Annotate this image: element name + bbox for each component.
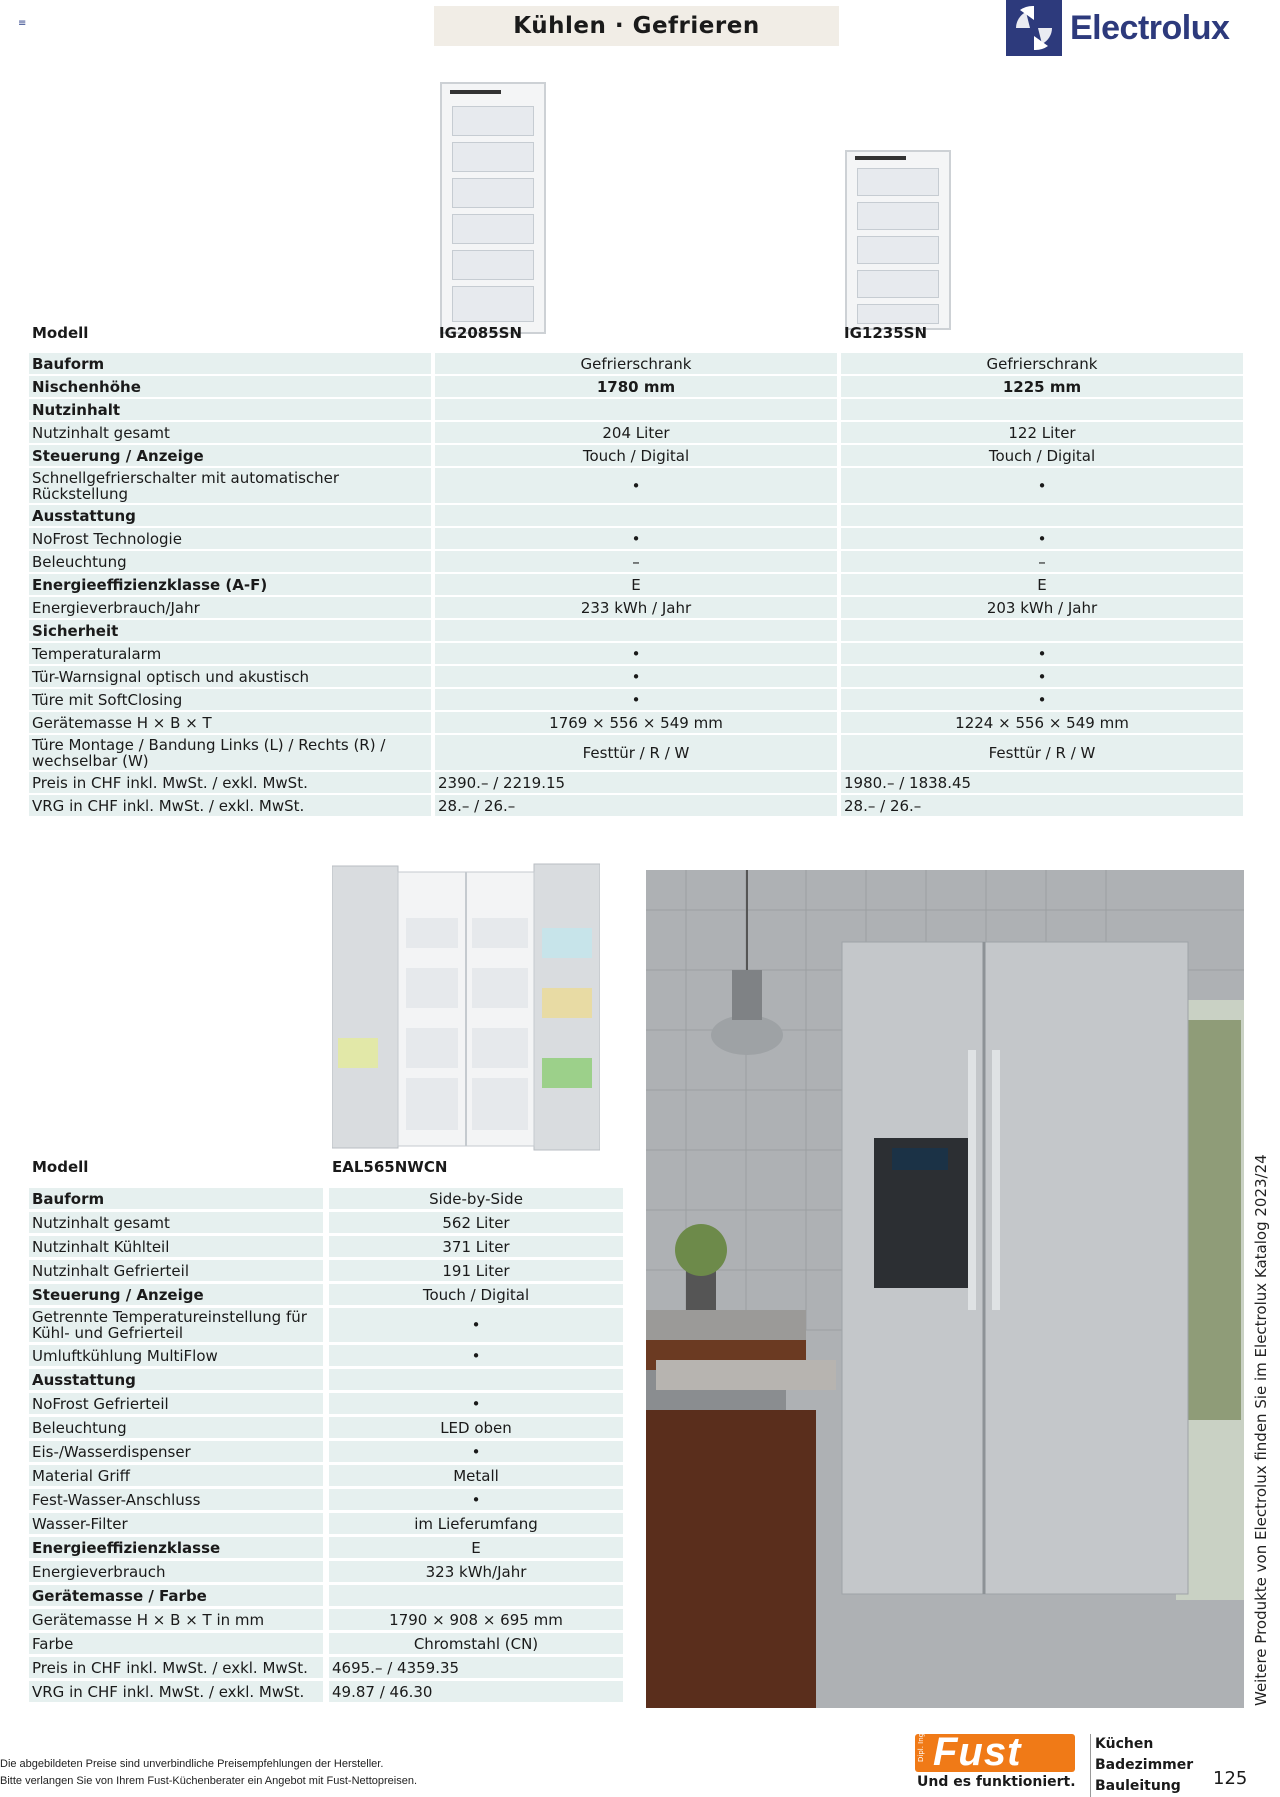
table1-row-value-ig1235sn: 122 Liter <box>841 422 1243 443</box>
table1-row <box>29 689 1243 710</box>
table2-row-label: Beleuchtung <box>29 1417 323 1438</box>
table2-row-label: Material Griff <box>29 1465 323 1486</box>
table1-row <box>29 574 1243 595</box>
table1-row-value-ig2085sn <box>435 399 837 420</box>
page-number: 125 <box>1213 1768 1248 1789</box>
table1-row-value-ig1235sn <box>841 620 1243 641</box>
table2-row-value: • <box>329 1308 623 1342</box>
table1-row-value-ig1235sn: • <box>841 643 1243 664</box>
table1-row-value-ig2085sn: • <box>435 643 837 664</box>
table1-row-label: Türe mit SoftClosing <box>29 689 431 710</box>
table2-row <box>29 1489 623 1510</box>
table1-row-label: Beleuchtung <box>29 551 431 572</box>
fust-logo-text: Fust <box>933 1730 1022 1774</box>
table1-row <box>29 376 1243 397</box>
table2-row <box>29 1465 623 1486</box>
table1-row-value-ig1235sn: • <box>841 666 1243 687</box>
table1-row-value-ig2085sn: Gefrierschrank <box>435 353 837 374</box>
table1-row-value-ig2085sn: • <box>435 468 837 503</box>
table2-row-value: 1790 × 908 × 695 mm <box>329 1609 623 1630</box>
table1-row-label: Tür-Warnsignal optisch und akustisch <box>29 666 431 687</box>
page-title: Kühlen · Gefrieren <box>434 6 839 46</box>
table1-row-value-ig2085sn: Festtür / R / W <box>435 735 837 770</box>
table2-row-label: Energieeffizienzklasse <box>29 1537 323 1558</box>
table1-row <box>29 505 1243 526</box>
table2-row <box>29 1393 623 1414</box>
table1-row-label: Bauform <box>29 353 431 374</box>
table1-row-value-ig2085sn: 204 Liter <box>435 422 837 443</box>
table2-row-value: Chromstahl (CN) <box>329 1633 623 1654</box>
table2-row-label: Nutzinhalt Kühlteil <box>29 1236 323 1257</box>
table2-row <box>29 1369 623 1390</box>
table2-row <box>29 1513 623 1534</box>
table2-row-label: NoFrost Gefrierteil <box>29 1393 323 1414</box>
table2-row-value: im Lieferumfang <box>329 1513 623 1534</box>
table2-row <box>29 1236 623 1257</box>
table1-row-value-ig1235sn: 203 kWh / Jahr <box>841 597 1243 618</box>
table1-row-label: Schnellgefrierschalter mit automatischer Rückstellung <box>29 468 431 503</box>
product-image-eal565nwcn <box>332 858 600 1154</box>
table2-row-label: Umluftkühlung MultiFlow <box>29 1345 323 1366</box>
fust-slogan: Und es funktioniert. <box>917 1774 1076 1790</box>
table2-row-value: 371 Liter <box>329 1236 623 1257</box>
table1-row-value-ig2085sn: – <box>435 551 837 572</box>
fust-logo-small: Dipl. Ing. <box>917 1730 925 1762</box>
table2-row-label: Eis-/Wasserdispenser <box>29 1441 323 1462</box>
table2-row-label: Gerätemasse H × B × T in mm <box>29 1609 323 1630</box>
table1-row <box>29 399 1243 420</box>
table1-row-value-ig1235sn: • <box>841 468 1243 503</box>
table1-row-value-ig1235sn: • <box>841 689 1243 710</box>
table1-row <box>29 712 1243 733</box>
table1-row-value-ig2085sn: 28.– / 26.– <box>435 795 837 816</box>
table1-row <box>29 772 1243 793</box>
table1-row-label: NoFrost Technologie <box>29 528 431 549</box>
table2-row-label: Nutzinhalt Gefrierteil <box>29 1260 323 1281</box>
table2-row-label: Fest-Wasser-Anschluss <box>29 1489 323 1510</box>
table1-row-value-ig1235sn: Festtür / R / W <box>841 735 1243 770</box>
table2-row <box>29 1681 623 1702</box>
table2-row-label: Preis in CHF inkl. MwSt. / exkl. MwSt. <box>29 1657 323 1678</box>
table1-row <box>29 528 1243 549</box>
table1-row <box>29 735 1243 770</box>
table1-row <box>29 795 1243 816</box>
table2-row-label: VRG in CHF inkl. MwSt. / exkl. MwSt. <box>29 1681 323 1702</box>
product-image-ig2085sn <box>440 82 546 334</box>
table2-row-label: Wasser-Filter <box>29 1513 323 1534</box>
table2-row-value: • <box>329 1393 623 1414</box>
table1-row <box>29 551 1243 572</box>
table2-row <box>29 1609 623 1630</box>
table1-row <box>29 422 1243 443</box>
table1-row-label: Energieeffizienzklasse (A-F) <box>29 574 431 595</box>
table2-row <box>29 1345 623 1366</box>
table2-row-value: Side-by-Side <box>329 1188 623 1209</box>
table1-row-label: Preis in CHF inkl. MwSt. / exkl. MwSt. <box>29 772 431 793</box>
table2-row-label: Getrennte Temperatureinstellung für Kühl- und Gefrierteil <box>29 1308 323 1342</box>
brand-name: Electrolux <box>1070 8 1230 47</box>
table2-row-value: 323 kWh/Jahr <box>329 1561 623 1582</box>
table2-model-label: Modell <box>32 1158 89 1176</box>
kitchen-photo <box>646 870 1244 1708</box>
table1-row-label: Energieverbrauch/Jahr <box>29 597 431 618</box>
side-catalog-note: Weitere Produkte von Electrolux finden Sie im Electrolux Katalog 2023/24 <box>1252 1154 1270 1706</box>
table1-row-label: Nutzinhalt gesamt <box>29 422 431 443</box>
table2-row <box>29 1417 623 1438</box>
fust-logo <box>915 1732 1075 1792</box>
table1-row <box>29 468 1243 503</box>
table1-row-value-ig2085sn: E <box>435 574 837 595</box>
table2-row-value: Touch / Digital <box>329 1284 623 1305</box>
product-image-ig1235sn <box>845 150 951 330</box>
table2-row-value <box>329 1369 623 1390</box>
table1-row-value-ig1235sn <box>841 399 1243 420</box>
table2-row-label: Gerätemasse / Farbe <box>29 1585 323 1606</box>
table1-row <box>29 643 1243 664</box>
electrolux-logo <box>1006 0 1229 56</box>
table1-row <box>29 445 1243 466</box>
table2-row-label: Nutzinhalt gesamt <box>29 1212 323 1233</box>
table1-row-value-ig1235sn: – <box>841 551 1243 572</box>
table2-row <box>29 1308 623 1342</box>
table1-row-value-ig2085sn: 2390.– / 2219.15 <box>435 772 837 793</box>
table2-row <box>29 1188 623 1209</box>
table2-row-value: 4695.– / 4359.35 <box>329 1657 623 1678</box>
table1-row-label: Ausstattung <box>29 505 431 526</box>
table2-row-value: LED oben <box>329 1417 623 1438</box>
table1-row <box>29 597 1243 618</box>
footer-note-1: Die abgebildeten Preise sind unverbindliche Preisempfehlungen der Hersteller. <box>0 1758 384 1770</box>
table1-row-label: VRG in CHF inkl. MwSt. / exkl. MwSt. <box>29 795 431 816</box>
table2-row <box>29 1657 623 1678</box>
table1-row-label: Nischenhöhe <box>29 376 431 397</box>
table2-row <box>29 1212 623 1233</box>
service-bauleitung: Bauleitung <box>1095 1778 1181 1794</box>
table2-row-value: • <box>329 1489 623 1510</box>
table1-row-label: Sicherheit <box>29 620 431 641</box>
table1-row-label: Steuerung / Anzeige <box>29 445 431 466</box>
table2-row <box>29 1260 623 1281</box>
table1-model-ig1235sn: IG1235SN <box>844 324 927 342</box>
table2-row-value: 191 Liter <box>329 1260 623 1281</box>
table1-row-value-ig2085sn <box>435 620 837 641</box>
table2-model-eal565nwcn: EAL565NWCN <box>332 1158 448 1176</box>
table2-row-label: Energieverbrauch <box>29 1561 323 1582</box>
electrolux-logo-icon <box>1006 0 1062 56</box>
table1-model-ig2085sn: IG2085SN <box>439 324 522 342</box>
table1-row-label: Türe Montage / Bandung Links (L) / Rechts (R) / wechselbar (W) <box>29 735 431 770</box>
table2-row <box>29 1284 623 1305</box>
table1-row-value-ig2085sn: Touch / Digital <box>435 445 837 466</box>
table2-row-label: Farbe <box>29 1633 323 1654</box>
table1-row-value-ig2085sn: 1769 × 556 × 549 mm <box>435 712 837 733</box>
table2-row-value: • <box>329 1441 623 1462</box>
table2-row <box>29 1537 623 1558</box>
table1-row-value-ig2085sn: 233 kWh / Jahr <box>435 597 837 618</box>
table2-row-label: Ausstattung <box>29 1369 323 1390</box>
table1-row-label: Nutzinhalt <box>29 399 431 420</box>
table1-row-value-ig2085sn: 1780 mm <box>435 376 837 397</box>
table1-row <box>29 353 1243 374</box>
table2-row-value: 562 Liter <box>329 1212 623 1233</box>
footer-note-2: Bitte verlangen Sie von Ihrem Fust-Küchenberater ein Angebot mit Fust-Nettopreisen. <box>0 1775 417 1787</box>
table1-row-value-ig1235sn: 28.– / 26.– <box>841 795 1243 816</box>
table1-row-value-ig1235sn: 1225 mm <box>841 376 1243 397</box>
table2-row-value: E <box>329 1537 623 1558</box>
table1-row-value-ig2085sn: • <box>435 666 837 687</box>
fust-services <box>1090 1734 1193 1797</box>
table1-row-value-ig2085sn: • <box>435 689 837 710</box>
table2-row <box>29 1633 623 1654</box>
table1-row-value-ig1235sn <box>841 505 1243 526</box>
table1-row-label: Temperaturalarm <box>29 643 431 664</box>
table1-row-value-ig2085sn: • <box>435 528 837 549</box>
table1-model-label: Modell <box>32 324 89 342</box>
table2-row-label: Bauform <box>29 1188 323 1209</box>
table1-row <box>29 666 1243 687</box>
table1-row-value-ig2085sn <box>435 505 837 526</box>
table1-row-value-ig1235sn: 1980.– / 1838.45 <box>841 772 1243 793</box>
table2-row-value <box>329 1585 623 1606</box>
table1-row-value-ig1235sn: Touch / Digital <box>841 445 1243 466</box>
table2-row <box>29 1561 623 1582</box>
table1-row-value-ig1235sn: E <box>841 574 1243 595</box>
table2-row-label: Steuerung / Anzeige <box>29 1284 323 1305</box>
service-kuechen: Küchen <box>1095 1736 1154 1752</box>
table2-row <box>29 1441 623 1462</box>
service-badezimmer: Badezimmer <box>1095 1757 1194 1773</box>
table1-row-value-ig1235sn: Gefrierschrank <box>841 353 1243 374</box>
table2-row-value: • <box>329 1345 623 1366</box>
table1-row <box>29 620 1243 641</box>
menu-icon[interactable]: ≡ <box>18 18 27 29</box>
table2-row <box>29 1585 623 1606</box>
table1-row-value-ig1235sn: • <box>841 528 1243 549</box>
table2-row-value: Metall <box>329 1465 623 1486</box>
table1-row-label: Gerätemasse H × B × T <box>29 712 431 733</box>
table1-row-value-ig1235sn: 1224 × 556 × 549 mm <box>841 712 1243 733</box>
table2-row-value: 49.87 / 46.30 <box>329 1681 623 1702</box>
